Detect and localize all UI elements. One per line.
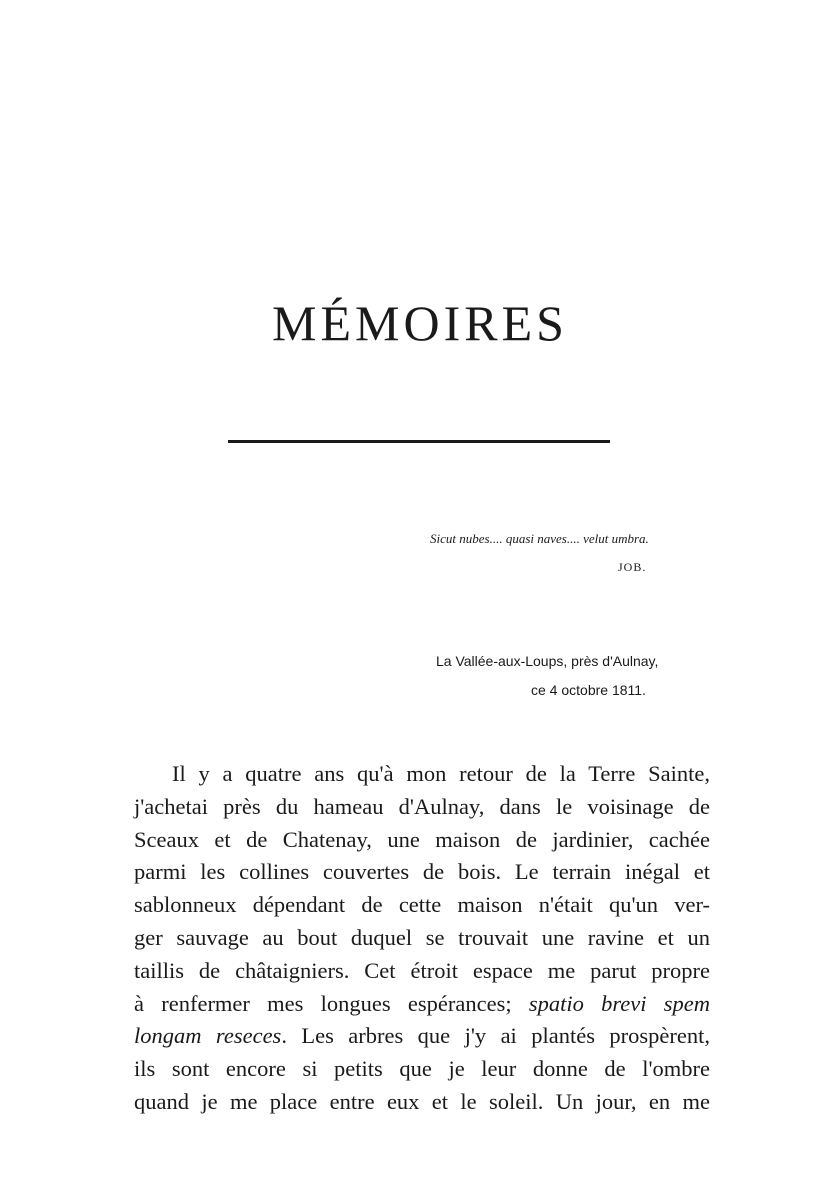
body-line: ger sauvage au bout duquel se trouvait une ravine et un [134, 924, 710, 950]
dateline-place: La Vallée-aux-Loups, près d'Aulnay, [436, 653, 659, 669]
body-paragraph [134, 758, 710, 1119]
body-text-segment: . Les arbres que j'y ai plantés prospèrent, [281, 1023, 710, 1049]
body-line [134, 988, 710, 1021]
epigraph-quote: Sicut nubes.... quasi naves.... velut umbra. [430, 531, 649, 546]
body-line [134, 1020, 710, 1053]
body-line: taillis de châtaigniers. Cet étroit espace me parut propre [134, 957, 710, 983]
body-line: Il y a quatre ans qu'à mon retour de la Terre Sainte, [172, 761, 710, 786]
body-line: quand je me place entre eux et le soleil. Un jour, en me [134, 1088, 710, 1114]
dateline-date: ce 4 octobre 1811. [531, 682, 646, 698]
page-title: MÉMOIRES [272, 295, 568, 351]
body-line: sablonneux dépendant de cette maison n'était qu'un ver- [134, 892, 710, 918]
body-line: j'achetai près du hameau d'Aulnay, dans le voisinage de [134, 793, 710, 819]
body-line: Sceaux et de Chatenay, une maison de jardinier, cachée [134, 826, 710, 852]
body-line: parmi les collines couvertes de bois. Le terrain inégal et [134, 859, 710, 885]
body-line: ils sont encore si petits que je leur donne de l'ombre [134, 1056, 710, 1082]
epigraph-source: JOB. [618, 560, 647, 574]
body-text-segment: à renfermer mes longues espérances; [134, 990, 529, 1016]
latin-quote: longam reseces [134, 1023, 282, 1049]
latin-quote: spatio brevi spem [528, 990, 710, 1016]
title-rule [228, 440, 610, 443]
